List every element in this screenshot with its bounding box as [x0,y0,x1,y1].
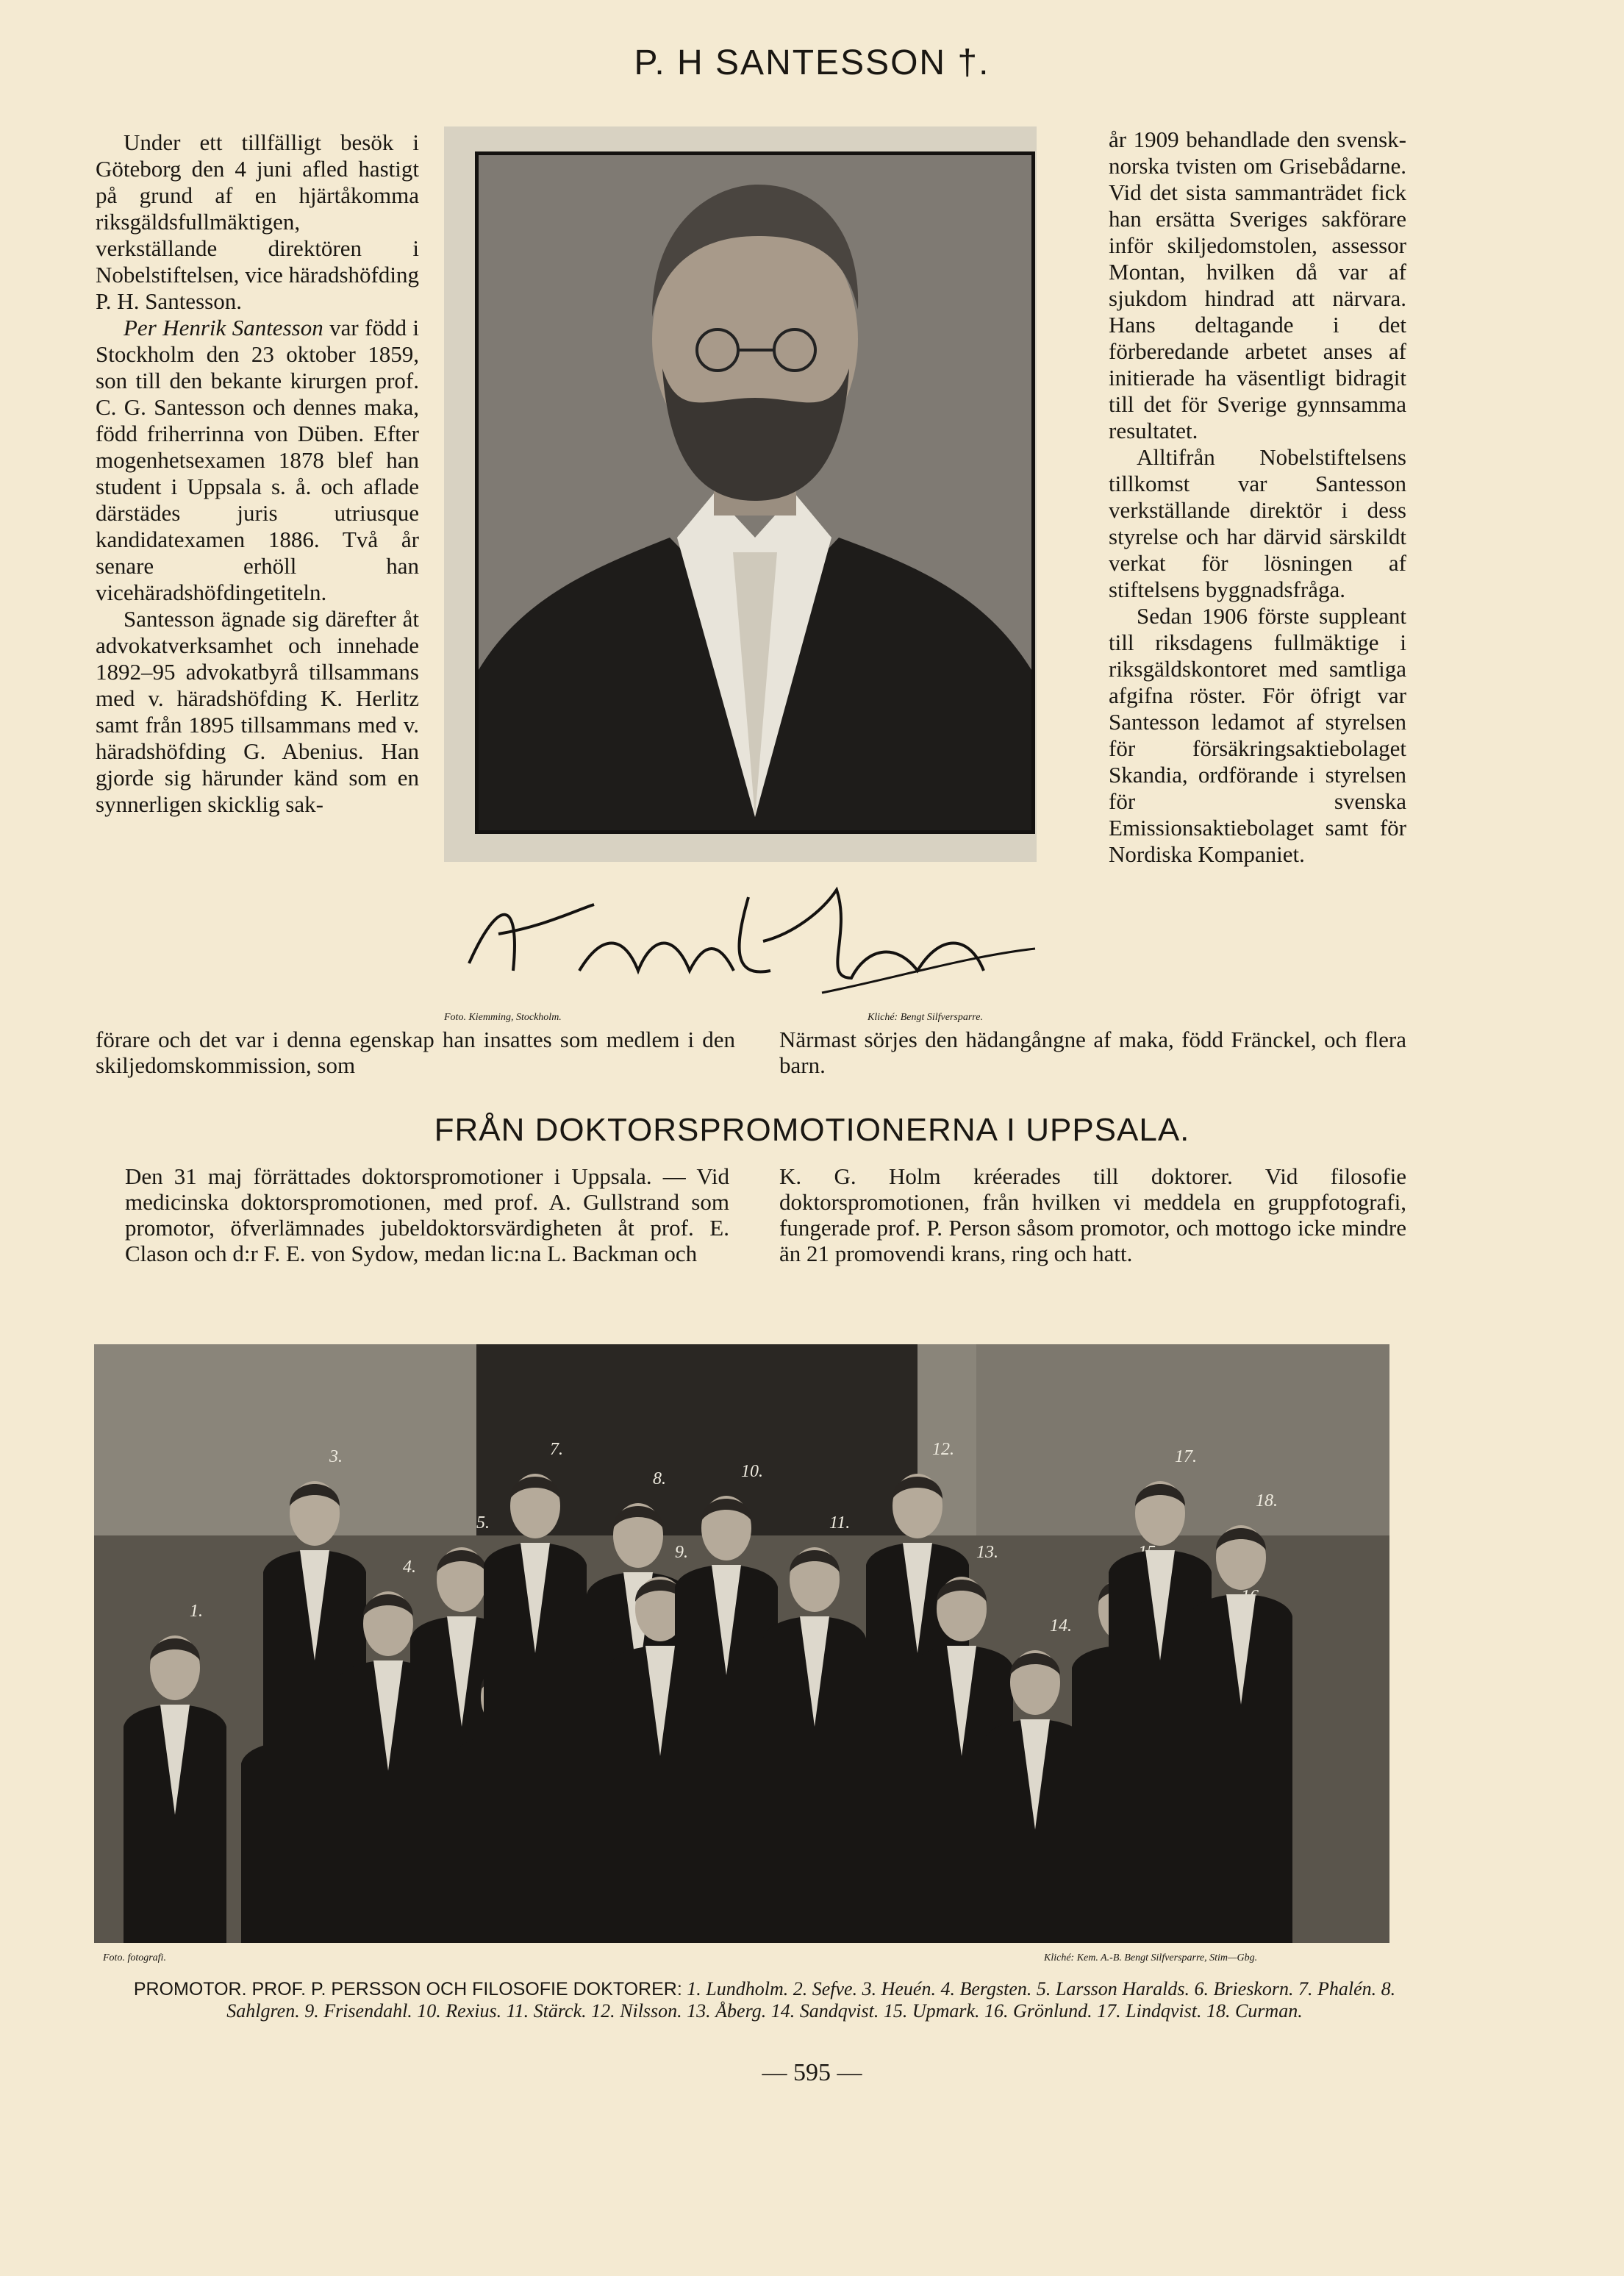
section-right-text: K. G. Holm kréerades till doktorer. Vid filosofie doktorspromotionen, från hvilken vi meddela en gruppfotografi, fungerade prof. P. Person såsom promotor, och mottogo icke mindre än 21 promovendi krans, ring och hatt. [779,1163,1406,1266]
caption-names: 1. Lundholm. 2. Sefve. 3. Heuén. 4. Bergsten. 5. Larsson Haralds. 6. Brieskorn. 7. Phalén. 8. Sahlgren. 9. Frisendahl. 10. Rexius. 11. Stärck. 12. Nilsson. 13. Åberg. 14. Sandqvist. 15. Upmark. 16. Grönlund. 17. Lindqvist. 18. Curman. [226,1978,1396,2022]
paragraph: Sedan 1906 förste suppleant till riksdagens fullmäktige i riksgäldskontoret med samtliga afgifna röster. För öfrigt var Santesson ledamot af styrelsen för försäkringsaktiebolaget Skandia, ordförande i styrelsen för svenska Emissionsaktiebolaget samt för Nordiska Kompaniet. [1109,603,1406,867]
group-caption [125,1978,1404,2022]
paragraph: Alltifrån Nobelstiftelsens tillkomst var Santesson verkställande direktör i dess styrelse och har därvid särskildt verkat för lösningen af stiftelsens byggnadsfråga. [1109,444,1406,602]
figure-number: 17. [1175,1447,1197,1466]
section-title: FRÅN DOKTORSPROMOTIONERNA I UPPSALA. [434,1112,1190,1148]
figure-number: 14. [1050,1616,1072,1635]
figure-number: 3. [329,1447,343,1466]
paragraph: år 1909 behandlade den svensk-norska tvisten om Grisebådarne. Vid det sista sammanträdet fick han ersätta Sveriges sakförare inför skiljedomstolen, assessor Montan, hvilken då var af sjukdom hindrad att närvara. Hans deltagande i det förberedande arbetet anses af initierade ha väsentligt bidragit till det för Sverige gynnsamma resultatet. [1109,126,1406,443]
figure-number: 9. [675,1543,688,1562]
figure-number: 4. [403,1558,416,1577]
group-photo-credit: Foto. fotografi. [103,1952,166,1963]
obituary-bottom-left: förare och det var i denna egenskap han insattes som medlem i den skiljedomskommission, som [96,1027,735,1078]
cliche-credit: Kliché: Bengt Silfversparre. [868,1012,983,1023]
paragraph: Per Henrik Santesson var född i Stockholm den 23 oktober 1859, son till den bekante kirurgen prof. C. G. Santesson och dennes maka, född friherrinna von Düben. Efter mogenhetsexamen 1878 blef han student i Uppsala s. å. och aflade därstädes juris utriusque kandidatexamen 1886. Två år senare erhöll han vicehäradshöfdingetiteln. [96,315,419,605]
figure-number: 8. [653,1469,666,1488]
figure-number: 7. [550,1440,563,1459]
obituary-bottom-right: Närmast sörjes den hädangångne af maka, född Fränckel, och flera barn. [779,1027,1406,1078]
figure-number: 1. [190,1602,203,1621]
group-cliche-credit: Kliché: Kem. A.-B. Bengt Silfversparre, Stim—Gbg. [1044,1952,1258,1963]
figure-number: 5. [476,1513,490,1533]
figure-number: 18. [1256,1491,1278,1510]
figure-number: 11. [829,1513,851,1533]
page-number: — 595 — [762,2059,862,2086]
caption-head: PROMOTOR. PROF. P. PERSSON OCH FILOSOFIE DOKTORER: [133,1979,682,1999]
figure-number: 13. [976,1543,998,1562]
group-photo [94,1344,1389,1943]
section-left-text: Den 31 maj förrättades doktorspromotioner i Uppsala. — Vid medicinska doktorspromotionen, med prof. A. Gullstrand som promotor, öfverlämnades jubeldoktorsvärdigheten åt prof. E. Clason och d:r F. E. von Sydow, medan lic:na L. Backman och [125,1163,729,1266]
paragraph: Santesson ägnade sig därefter åt advokatverksamhet och innehade 1892–95 advokatbyrå tillsammans med v. häradshöfding K. Herlitz samt från 1895 tillsammans med v. häradshöfding G. Abenius. Han gjorde sig härunder känd som en synnerligen skicklig sak- [96,606,419,817]
page-title: P. H SANTESSON †. [634,43,990,82]
obituary-right-column [1109,126,1406,868]
portrait-photo [475,151,1035,834]
paragraph: Under ett tillfälligt besök i Göteborg den 4 juni afled hastigt på grund af en hjärtåkomma riksgäldsfullmäktigen, verkställande direktören i Nobelstiftelsen, vice häradshöfding P. H. Santesson. [96,129,419,314]
name-italic: Per Henrik Santesson [124,315,323,340]
obituary-left-column [96,129,419,818]
signature [454,868,1057,1015]
figure-number: 12. [932,1440,954,1459]
figure-number: 10. [741,1462,763,1481]
photo-credit: Foto. Kiemming, Stockholm. [444,1012,562,1023]
